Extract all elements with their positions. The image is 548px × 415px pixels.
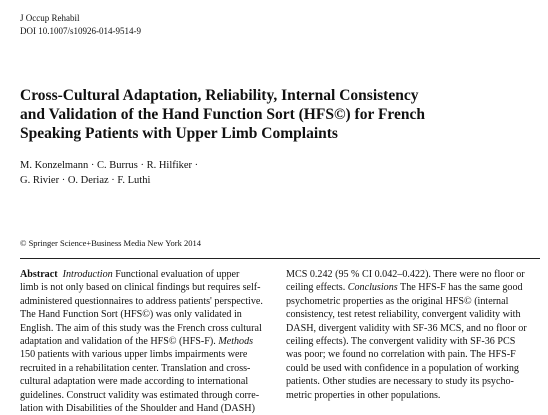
journal-name: J Occup Rehabil (20, 13, 80, 23)
copyright-notice: © Springer Science+Business Media New York 2014 (20, 238, 201, 248)
abstract-line: cultural adaptation were made according to international (20, 376, 249, 388)
abstract-line: could be used with confidence in a population of working (286, 362, 519, 374)
article-header (20, 12, 141, 38)
abstract-line: psychometric properties as the original HFS© (internal (286, 295, 509, 307)
abstract-text: ceiling effects. (286, 282, 348, 294)
abstract-line (286, 281, 536, 294)
abstract-line: English. The aim of this study was the French cross cultural (20, 322, 262, 334)
title-line: Speaking Patients with Upper Limb Complaints (20, 125, 338, 142)
abstract-line: patients. Other studies are necessary to study its psycho- (286, 376, 514, 388)
abstract-left-column (20, 268, 270, 415)
abstract-text: adaptation and validation of the HFS© (HFS-F). (20, 336, 219, 348)
abstract-line: lation with Disabilities of the Shoulder and Hand (DASH) (20, 403, 255, 415)
abstract-line: The Hand Function Sort (HFS©) was only validated in (20, 309, 242, 321)
abstract-line: 150 patients with various upper limbs impairments were (20, 349, 248, 361)
section-label-introduction: Introduction (62, 269, 113, 280)
abstract-text: Functional evaluation of upper (112, 269, 240, 280)
abstract-right-column (286, 268, 536, 402)
author-line: G. Rivier · O. Deriaz · F. Luthi (20, 175, 151, 186)
abstract-line: guidelines. Construct validity was estimated through corre- (20, 389, 260, 401)
author-line: M. Konzelmann · C. Burrus · R. Hilfiker · (20, 160, 199, 171)
section-label-methods: Methods (218, 336, 254, 348)
abstract-text: The HFS-F has the same good (397, 282, 523, 294)
title-line: and Validation of the Hand Function Sort (HFS©) for French (20, 106, 426, 123)
abstract-line: limb is not only based on clinical findings but requires self- (20, 282, 261, 294)
abstract-line: metric properties in other populations. (286, 389, 441, 401)
doi: DOI 10.1007/s10926-014-9514-9 (20, 26, 141, 36)
abstract-line: recruited in a rehabilitation center. Translation and cross- (20, 362, 251, 374)
article-title (20, 86, 540, 143)
abstract-line: administered questionnaires to address patients' perspective. (20, 295, 263, 307)
abstract-heading: Abstract (20, 269, 58, 280)
abstract-line: MCS 0.242 (95 % CI 0.042–0.422). There were no floor or (286, 269, 525, 280)
divider (20, 258, 540, 259)
abstract-line: consistency, test retest reliability, convergent validity with (286, 309, 521, 321)
author-list (20, 158, 198, 188)
abstract-line: was poor; we found no correlation with pain. The HFS-F (286, 349, 516, 361)
abstract-line (20, 335, 270, 348)
abstract-line: ceiling effects). The convergent validity with SF-36 PCS (286, 336, 516, 348)
title-line: Cross-Cultural Adaptation, Reliability, Internal Consistency (20, 87, 419, 104)
section-label-conclusions: Conclusions (347, 282, 398, 294)
abstract-line: DASH, divergent validity with SF-36 MCS, and no floor or (286, 322, 527, 334)
abstract-line (20, 268, 270, 281)
